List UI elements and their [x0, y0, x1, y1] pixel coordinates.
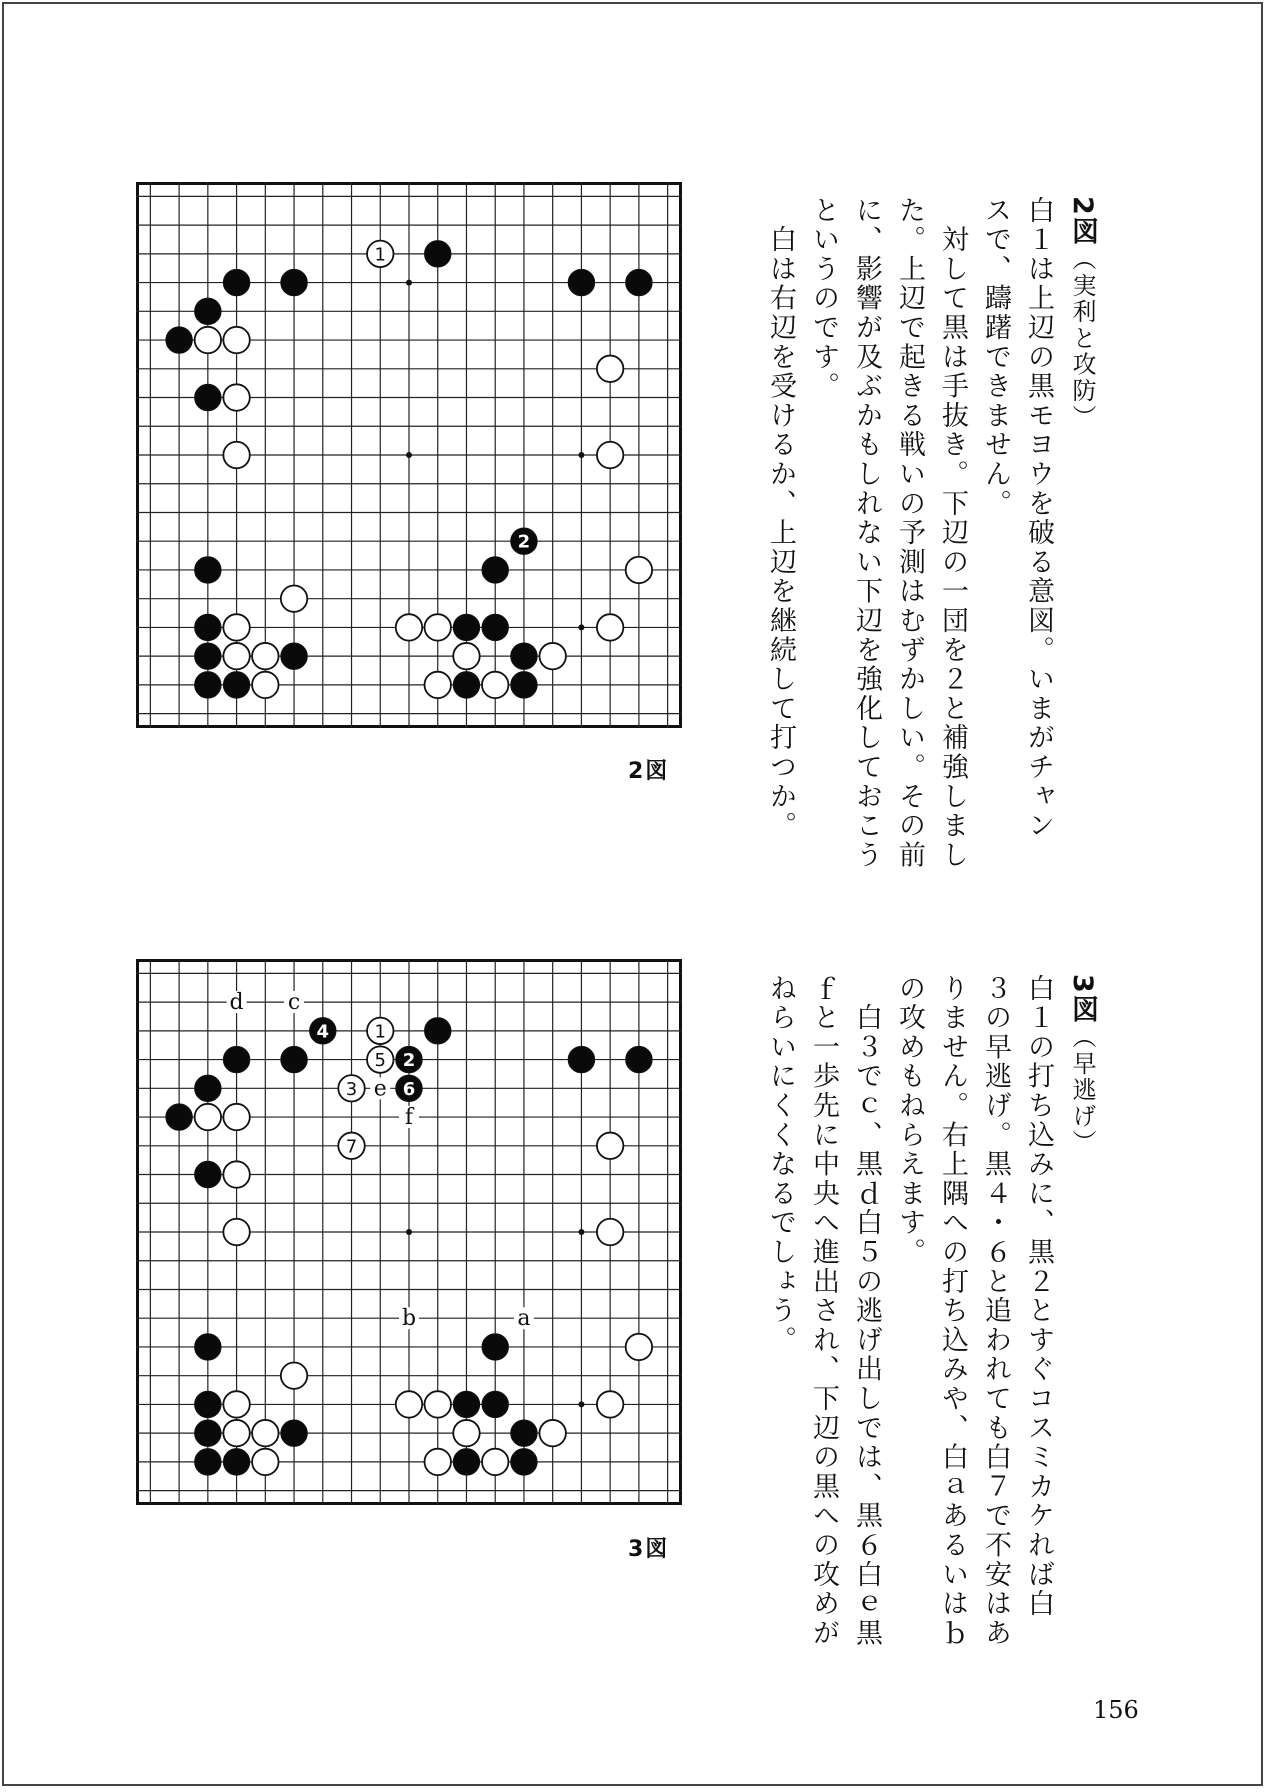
stone-disc [511, 1420, 537, 1446]
stone-disc [482, 1391, 508, 1417]
stone-disc [195, 1334, 221, 1360]
black-stone [195, 1391, 221, 1417]
stone-disc [453, 1391, 479, 1417]
stone-disc [453, 643, 479, 669]
stone-disc [195, 1075, 221, 1101]
board-letter-marker [284, 990, 304, 1015]
black-stone [396, 1046, 422, 1072]
stone-disc [281, 1046, 307, 1072]
stone-disc [482, 1449, 508, 1475]
white-stone [252, 1449, 278, 1475]
section-subtitle: （実利と攻防） [1068, 246, 1096, 431]
body-line: 対して黒は手抜き。下辺の一団を２と補強しまし [937, 196, 968, 870]
figure-3-caption: 3図 [628, 1537, 670, 1562]
stone-disc [425, 1449, 451, 1475]
body-line: 白は右辺を受けるか、上辺を継続して打つか。 [765, 196, 796, 841]
stone-disc [195, 614, 221, 640]
stone-disc [252, 643, 278, 669]
section-subtitle: （早逃げ） [1068, 1024, 1096, 1156]
black-stone [396, 1075, 422, 1101]
stone-disc [511, 643, 537, 669]
black-stone [511, 1420, 537, 1446]
star-point [578, 1229, 584, 1235]
white-stone [539, 643, 565, 669]
stone-disc [223, 1420, 249, 1446]
body-line: た。上辺で起きる戦いの予測はむずかしい。その前 [894, 196, 925, 870]
move-number: 4 [316, 1021, 330, 1043]
white-stone [338, 1133, 364, 1159]
star-point [578, 1401, 584, 1407]
black-stone [195, 557, 221, 583]
black-stone [482, 1391, 508, 1417]
white-stone [396, 1391, 422, 1417]
white-stone [597, 442, 623, 468]
black-stone [626, 269, 652, 295]
white-stone [482, 672, 508, 698]
white-stone [453, 1420, 479, 1446]
board-letter: b [401, 1306, 417, 1332]
black-stone [223, 672, 249, 698]
black-stone [482, 614, 508, 640]
stone-disc [223, 1219, 249, 1245]
stone-disc [453, 1420, 479, 1446]
body-line: ねらいにくくなるでしょう。 [765, 974, 796, 1355]
stone-disc [195, 1161, 221, 1187]
star-point [406, 280, 412, 286]
stone-disc [626, 269, 652, 295]
stone-disc [223, 1161, 249, 1187]
body-line: 白１の打ち込みに、黒２とすぐコスミカケれば白 [1023, 974, 1054, 1619]
page-number: 156 [1093, 1696, 1139, 1724]
stone-disc [195, 557, 221, 583]
black-stone [281, 1046, 307, 1072]
board-letter: d [229, 990, 244, 1016]
stone-disc [482, 672, 508, 698]
black-stone [195, 614, 221, 640]
star-point [578, 624, 584, 630]
white-stone [195, 327, 221, 353]
body-line: というのです。 [808, 196, 839, 402]
board-svg-3 [136, 959, 682, 1505]
stone-disc [568, 269, 594, 295]
board-letter-marker [370, 1076, 390, 1101]
board-letter: c [287, 990, 301, 1016]
stone-disc [166, 1104, 192, 1130]
stone-disc [568, 1046, 594, 1072]
move-number: 6 [402, 1078, 416, 1100]
stone-disc [252, 1449, 278, 1475]
body-line: 白１は上辺の黒モヨウを破る意図。いまがチャン [1023, 196, 1054, 841]
move-number: 7 [345, 1136, 358, 1158]
white-stone [338, 1075, 364, 1101]
white-stone [626, 1334, 652, 1360]
board-svg-2 [136, 182, 682, 728]
star-point [406, 452, 412, 458]
black-stone [425, 1018, 451, 1044]
white-stone [367, 1046, 393, 1072]
stone-disc [195, 1104, 221, 1130]
black-stone [425, 241, 451, 267]
body-line: ｆと一歩先に中央へ進出され、下辺の黒への攻めが [808, 974, 839, 1648]
white-stone [223, 1391, 249, 1417]
stone-disc [425, 241, 451, 267]
stone-disc [281, 643, 307, 669]
white-stone [425, 1449, 451, 1475]
black-stone [195, 643, 221, 669]
board-letter: a [517, 1306, 531, 1332]
stone-disc [425, 1391, 451, 1417]
black-stone [195, 672, 221, 698]
black-stone [166, 1104, 192, 1130]
stone-disc [281, 1362, 307, 1388]
body-line: スで、躊躇できません。 [980, 196, 1011, 519]
white-stone [252, 1420, 278, 1446]
black-stone [511, 643, 537, 669]
black-stone [511, 1449, 537, 1475]
black-stone [453, 614, 479, 640]
white-stone [281, 1362, 307, 1388]
stone-disc [223, 1104, 249, 1130]
go-board-figure-2 [136, 182, 682, 728]
black-stone [482, 557, 508, 583]
black-stone [626, 1046, 652, 1072]
stone-disc [223, 1449, 249, 1475]
white-stone [453, 643, 479, 669]
black-stone [166, 327, 192, 353]
stone-disc [195, 384, 221, 410]
stone-disc [195, 1420, 221, 1446]
black-stone [195, 1420, 221, 1446]
stone-disc [195, 298, 221, 324]
board-letter: e [373, 1076, 387, 1102]
black-stone [310, 1018, 336, 1044]
stone-disc [252, 1420, 278, 1446]
white-stone [597, 1219, 623, 1245]
white-stone [482, 1449, 508, 1475]
white-stone [252, 672, 278, 698]
stone-disc [626, 1334, 652, 1360]
section-title [1060, 196, 1104, 896]
white-stone [597, 356, 623, 382]
stone-disc [626, 557, 652, 583]
stone-disc [597, 1133, 623, 1159]
stone-disc [281, 1420, 307, 1446]
star-point [578, 452, 584, 458]
stone-disc [223, 327, 249, 353]
white-stone [223, 1161, 249, 1187]
black-stone [281, 643, 307, 669]
stone-disc [223, 384, 249, 410]
stone-disc [195, 327, 221, 353]
body-line: の攻めもねらえます。 [894, 974, 925, 1267]
black-stone [568, 1046, 594, 1072]
black-stone [511, 672, 537, 698]
black-stone [453, 672, 479, 698]
stone-disc [223, 442, 249, 468]
stone-disc [195, 643, 221, 669]
move-number: 3 [345, 1078, 358, 1100]
stone-disc [597, 1219, 623, 1245]
black-stone [195, 1334, 221, 1360]
white-stone [281, 585, 307, 611]
stone-disc [482, 614, 508, 640]
move-number: 2 [517, 531, 531, 553]
body-line: に、影響が及ぶかもしれない下辺を強化しておこう [851, 196, 882, 870]
black-stone [482, 1334, 508, 1360]
stone-disc [453, 672, 479, 698]
stone-disc [597, 442, 623, 468]
white-stone [223, 643, 249, 669]
black-stone [195, 298, 221, 324]
black-stone [453, 1391, 479, 1417]
board-letter-marker [399, 1306, 419, 1331]
move-number: 5 [374, 1050, 386, 1072]
stone-disc [223, 269, 249, 295]
section-title-number: 3 [1067, 974, 1098, 996]
black-stone [223, 1449, 249, 1475]
body-line: りません。右上隅への打ち込みや、白ａあるいはｂ [937, 974, 968, 1648]
white-stone [223, 1104, 249, 1130]
move-number: 1 [374, 1021, 386, 1043]
white-stone [425, 1391, 451, 1417]
black-stone [511, 528, 537, 554]
stone-disc [453, 614, 479, 640]
stone-disc [425, 672, 451, 698]
stone-disc [281, 585, 307, 611]
white-stone [597, 1391, 623, 1417]
white-stone [223, 442, 249, 468]
white-stone [626, 557, 652, 583]
black-stone [453, 1449, 479, 1475]
stone-disc [223, 1391, 249, 1417]
stone-disc [223, 614, 249, 640]
board-letter-marker [399, 1105, 419, 1130]
stone-disc [281, 269, 307, 295]
white-stone [367, 241, 393, 267]
white-stone [425, 672, 451, 698]
black-stone [195, 1075, 221, 1101]
board-letter-marker [227, 990, 247, 1015]
stone-disc [453, 1449, 479, 1475]
stone-disc [482, 557, 508, 583]
stone-disc [482, 1334, 508, 1360]
stone-disc [223, 643, 249, 669]
stone-disc [223, 1046, 249, 1072]
stone-disc [539, 643, 565, 669]
black-stone [568, 269, 594, 295]
stone-disc [396, 614, 422, 640]
white-stone [597, 614, 623, 640]
stone-disc [223, 672, 249, 698]
white-stone [539, 1420, 565, 1446]
body-line: ３の早逃げ。黒４・６と追われても白７で不安はあ [980, 974, 1011, 1648]
stone-disc [252, 672, 278, 698]
body-line: 白３でｃ、黒ｄ白５の逃げ出しでは、黒６白ｅ黒 [851, 974, 882, 1648]
section-title-number: 2 [1067, 196, 1098, 218]
move-number: 2 [402, 1050, 416, 1072]
white-stone [223, 384, 249, 410]
stone-disc [425, 1018, 451, 1044]
white-stone [223, 1219, 249, 1245]
section-figure-2-commentary [752, 196, 1104, 896]
black-stone [195, 1449, 221, 1475]
white-stone [396, 614, 422, 640]
white-stone [425, 614, 451, 640]
stone-disc [195, 672, 221, 698]
section-title [1060, 974, 1104, 1674]
stone-disc [597, 356, 623, 382]
stone-disc [597, 1391, 623, 1417]
star-point [406, 1229, 412, 1235]
stone-disc [511, 1449, 537, 1475]
black-stone [223, 1046, 249, 1072]
stone-disc [396, 1391, 422, 1417]
board-letter-marker [514, 1306, 534, 1331]
stone-disc [195, 1449, 221, 1475]
board-letter: f [404, 1105, 414, 1131]
stone-disc [597, 614, 623, 640]
section-figure-3-commentary [752, 974, 1104, 1674]
white-stone [223, 614, 249, 640]
white-stone [223, 1420, 249, 1446]
white-stone [223, 327, 249, 353]
stone-disc [166, 327, 192, 353]
stone-disc [539, 1420, 565, 1446]
stone-disc [195, 1391, 221, 1417]
black-stone [281, 269, 307, 295]
white-stone [597, 1133, 623, 1159]
white-stone [195, 1104, 221, 1130]
move-number: 1 [374, 244, 386, 266]
black-stone [195, 1161, 221, 1187]
black-stone [281, 1420, 307, 1446]
figure-2-caption: 2図 [628, 759, 670, 784]
section-title-figure: 図 [1067, 995, 1098, 1025]
stone-disc [511, 672, 537, 698]
black-stone [223, 269, 249, 295]
white-stone [252, 643, 278, 669]
stone-disc [626, 1046, 652, 1072]
white-stone [367, 1018, 393, 1044]
section-title-figure: 図 [1067, 217, 1098, 247]
black-stone [195, 384, 221, 410]
stone-disc [425, 614, 451, 640]
go-board-figure-3 [136, 959, 682, 1505]
